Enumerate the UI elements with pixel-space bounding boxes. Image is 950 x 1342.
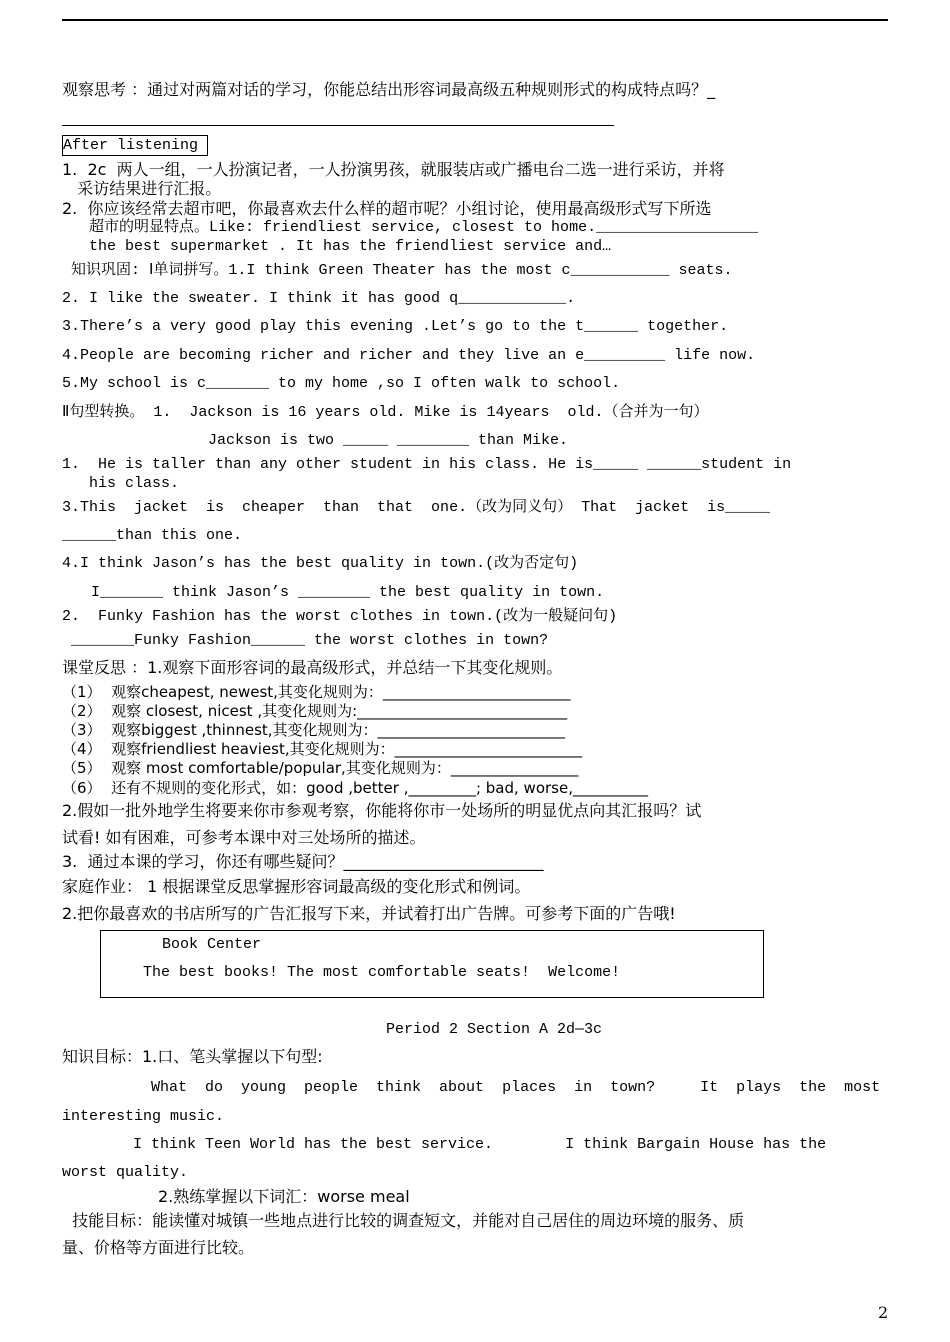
period-title: Period 2 Section A 2d—3c [386,1021,603,1038]
rule-item: （2） 观察 closest, nicest ,其变化规则为:____________________________ [62,702,568,720]
transform-item: Jackson is two _____ ________ than Mike. [208,432,569,449]
after-listening-heading: After listening [63,137,199,154]
transform-item: 1. He is taller than any other student in his class. He is_____ ______student in [62,456,792,473]
page-number: 2 [878,1303,889,1322]
spelling-header: 知识巩固: Ⅰ单词拼写。1.I think Green Theater has the most c___________ seats. [62,262,733,279]
rule-item: （3） 观察biggest ,thinnest,其变化规则为：_________________________ [62,721,566,739]
spelling-item: 4.People are becoming richer and richer and they live an e_________ life now. [62,347,756,364]
transform-item: 3.This jacket is cheaper than that one.（改为同义句） That jacket is_____ [62,499,771,516]
task-line: 1. 2c 两人一组，一人扮演记者，一人扮演男孩，就服装店或广播电台二选一进行采访，并将 [62,160,725,179]
top-rule [62,19,888,21]
goal-heading: 知识目标：1.口、笔头掌握以下句型: [62,1047,323,1066]
reflection-item: 试看! 如有困难，可参考本课中对三处场所的描述。 [62,828,426,847]
spelling-item: 3.There’s a very good play this evening .Let’s go to the t______ together. [62,318,729,335]
goal-sentence: interesting music. [62,1108,225,1125]
ad-body: The best books! The most comfortable seats! Welcome! [143,964,621,981]
rule-item: （4） 观察friendliest heaviest,其变化规则为：_________________________ [62,740,583,758]
rule-item: （5） 观察 most comfortable/popular,其变化规则为：_________________ [62,759,579,777]
goal-vocab: 2.熟练掌握以下词汇：worse meal [158,1187,410,1206]
observe-think-line: 观察思考 ：通过对两篇对话的学习，你能总结出形容词最高级五种规则形式的构成特点吗？_ [62,80,716,99]
reflection-item: 2.假如一批外地学生将要来你市参观考察，你能将你市一处场所的明显优点向其汇报吗？试 [62,801,702,820]
reflection-header: 课堂反思 ：1.观察下面形容词的最高级形式，并总结一下其变化规则。 [62,658,563,677]
transform-item: ______than this one. [62,527,243,544]
transform-item: his class. [62,475,180,492]
task-line: the best supermarket . It has the friendliest service and… [62,238,612,255]
goal-sentence: worst quality. [62,1164,189,1181]
transform-header: Ⅱ句型转换。 1. Jackson is 16 years old. Mike is 14years old.（合并为一句） [62,404,709,421]
spelling-item: 2. I like the sweater. I think it has good q____________. [62,290,576,307]
goal-sentence: I think Teen World has the best service. I think Bargain House has the [115,1136,827,1153]
task-line: 2. 你应该经常去超市吧，你最喜欢去什么样的超市呢？小组讨论，使用最高级形式写下所选 [62,199,712,218]
rule-item: （1） 观察cheapest, newest,其变化规则为：_________________________ [62,683,571,701]
task-line: 超市的明显特点。Like: friendliest service, closest to home.__________________ [62,219,759,236]
task-line: 采访结果进行汇报。 [62,179,222,198]
transform-item: 4.I think Jason’s has the best quality in town.(改为否定句) [62,555,579,572]
reflection-item: 3. 通过本课的学习，你还有哪些疑问？_________________________ [62,852,544,871]
ad-title: Book Center [162,936,262,953]
goal-skill: 量、价格等方面进行比较。 [62,1238,255,1257]
spelling-item: 5.My school is c_______ to my home ,so I often walk to school. [62,375,621,392]
transform-item: 2. Funky Fashion has the worst clothes in town.(改为一般疑问句) [62,608,618,625]
transform-item: _______Funky Fashion______ the worst clothes in town? [62,632,549,649]
homework-item: 家庭作业： 1 根据课堂反思掌握形容词最高级的变化形式和例词。 [62,877,531,896]
goal-skill: 技能目标：能读懂对城镇一些地点进行比较的调查短文，并能对自己居住的周边环境的服务、质 [62,1211,745,1230]
homework-item: 2.把你最喜欢的书店所写的广告汇报写下来，并试着打出广告牌。可参考下面的广告哦! [62,904,676,923]
goal-sentence: What do young people think about places in town? It plays the most [115,1079,881,1096]
rule-item: （6） 还有不规则的变化形式，如：good ,better ,_________; bad, worse,__________ [62,779,648,797]
transform-item: I_______ think Jason’s ________ the best quality in town. [82,584,605,601]
answer-rule [62,125,614,126]
